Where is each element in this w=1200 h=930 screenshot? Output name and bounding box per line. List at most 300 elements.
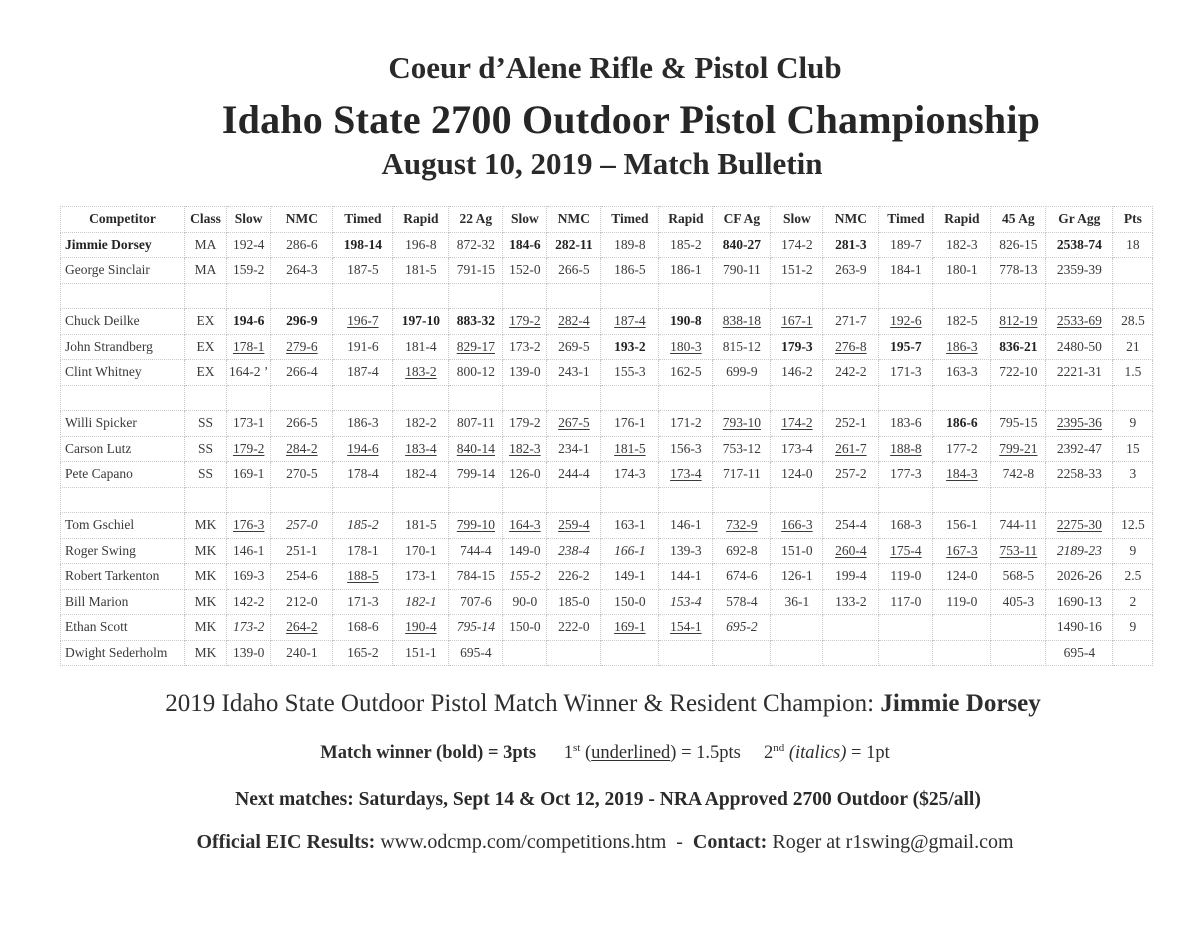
column-header: Slow xyxy=(227,207,271,233)
empty-cell xyxy=(547,385,601,411)
score-cell xyxy=(933,564,991,590)
score-cell xyxy=(771,589,823,615)
empty-cell xyxy=(1046,283,1113,309)
cell-value: 259-4 xyxy=(558,517,590,533)
score-cell xyxy=(547,334,601,360)
cell-value: 164-3 xyxy=(509,517,541,533)
empty-cell xyxy=(991,487,1046,513)
score-cell xyxy=(991,232,1046,258)
score-cell xyxy=(333,615,393,641)
cell-value: 2480-50 xyxy=(1056,338,1102,354)
cell-value: MA xyxy=(194,236,217,252)
cell-value: 238-4 xyxy=(558,542,590,558)
score-cell xyxy=(1046,513,1113,539)
cell-value: 254-4 xyxy=(835,517,867,533)
cell-value: 162-5 xyxy=(670,364,702,380)
cell-value: 732-9 xyxy=(726,517,758,533)
cell-value: 176-1 xyxy=(614,415,646,431)
score-cell xyxy=(333,309,393,335)
cell-value: 179-3 xyxy=(781,338,813,354)
empty-cell xyxy=(449,385,503,411)
score-cell xyxy=(393,640,449,666)
score-cell xyxy=(601,462,659,488)
cell-value: 186-3 xyxy=(347,415,379,431)
score-cell xyxy=(823,232,879,258)
cell-value: 178-1 xyxy=(347,542,379,558)
cell-value: 188-5 xyxy=(347,568,379,584)
score-cell xyxy=(823,411,879,437)
empty-cell xyxy=(1113,487,1153,513)
legend-paren: ( xyxy=(585,743,592,764)
table-row xyxy=(61,258,1153,284)
score-cell xyxy=(1113,232,1153,258)
score-cell xyxy=(659,436,713,462)
column-header: Pts xyxy=(1113,207,1153,233)
empty-cell xyxy=(227,487,271,513)
empty-cell xyxy=(547,283,601,309)
cell-value: 182-5 xyxy=(946,313,978,329)
club-name: Coeur d’Alene Rifle & Pistol Club xyxy=(388,50,842,85)
cell-value: 184-1 xyxy=(890,262,922,278)
cell-value: 154-1 xyxy=(670,619,702,635)
score-cell xyxy=(823,334,879,360)
score-cell xyxy=(393,232,449,258)
score-cell xyxy=(333,462,393,488)
score-cell xyxy=(393,436,449,462)
score-cell xyxy=(393,589,449,615)
score-cell xyxy=(823,436,879,462)
empty-cell xyxy=(393,487,449,513)
cell-value: 184-3 xyxy=(946,466,978,482)
score-cell xyxy=(227,436,271,462)
cell-value: 142-2 xyxy=(232,593,265,609)
empty-cell xyxy=(393,385,449,411)
cell-value: MK xyxy=(194,593,217,609)
score-cell xyxy=(933,436,991,462)
cell-value: 124-0 xyxy=(781,466,813,482)
score-cell xyxy=(393,513,449,539)
cell-value: 800-12 xyxy=(456,364,495,380)
column-header: Timed xyxy=(333,207,393,233)
cell-value: 163-3 xyxy=(946,364,978,380)
cell-value: 883-32 xyxy=(456,313,495,329)
cell-value: 799-14 xyxy=(456,466,495,482)
cell-value: 807-11 xyxy=(457,415,495,431)
cell-value: 234-1 xyxy=(558,440,590,456)
cell-value: 2189-23 xyxy=(1056,542,1102,558)
cell-value: 829-17 xyxy=(456,338,495,354)
score-cell xyxy=(771,564,823,590)
score-cell xyxy=(659,411,713,437)
class-cell xyxy=(185,462,227,488)
score-cell xyxy=(933,538,991,564)
competitor-name xyxy=(61,640,185,666)
score-cell xyxy=(333,411,393,437)
empty-cell xyxy=(771,283,823,309)
score-cell xyxy=(271,258,333,284)
competitor-name xyxy=(61,258,185,284)
column-header: Competitor xyxy=(61,207,185,233)
score-cell xyxy=(547,232,601,258)
column-header: NMC xyxy=(547,207,601,233)
score-cell xyxy=(227,258,271,284)
score-cell xyxy=(933,589,991,615)
cell-value: EX xyxy=(196,313,215,329)
score-cell xyxy=(1113,615,1153,641)
cell-value: 226-2 xyxy=(558,568,590,584)
score-cell xyxy=(771,462,823,488)
competitor-name xyxy=(61,436,185,462)
empty-cell xyxy=(547,487,601,513)
score-cell xyxy=(393,334,449,360)
table-row xyxy=(61,564,1153,590)
empty-cell xyxy=(61,487,185,513)
score-cell xyxy=(713,640,771,666)
empty-cell xyxy=(503,283,547,309)
score-cell xyxy=(1113,513,1153,539)
cell-value: 2026-26 xyxy=(1056,568,1102,584)
cell-value: 707-6 xyxy=(460,593,492,609)
class-cell xyxy=(185,538,227,564)
score-cell xyxy=(333,436,393,462)
cell-value: 187-5 xyxy=(347,262,379,278)
cell-value: 126-0 xyxy=(509,466,541,482)
cell-value: 152-0 xyxy=(509,262,541,278)
class-cell xyxy=(185,564,227,590)
empty-cell xyxy=(933,385,991,411)
cell-value: 156-3 xyxy=(670,440,702,456)
class-divider-row xyxy=(61,487,1153,513)
cell-value: 169-3 xyxy=(232,568,265,584)
score-cell xyxy=(271,334,333,360)
score-cell xyxy=(823,615,879,641)
table-row xyxy=(61,309,1153,335)
column-header: NMC xyxy=(271,207,333,233)
score-cell xyxy=(771,309,823,335)
cell-value: 9 xyxy=(1129,542,1137,558)
cell-value: 192-6 xyxy=(890,313,922,329)
score-cell xyxy=(771,513,823,539)
empty-cell xyxy=(823,283,879,309)
score-cell xyxy=(1046,232,1113,258)
cell-value: 692-8 xyxy=(726,542,758,558)
empty-cell xyxy=(601,283,659,309)
score-cell xyxy=(991,589,1046,615)
empty-cell xyxy=(1113,385,1153,411)
cell-value: 191-6 xyxy=(347,338,379,354)
legend-winner: Match winner (bold) = 3pts xyxy=(320,743,537,764)
score-cell xyxy=(271,538,333,564)
score-cell xyxy=(393,564,449,590)
cell-value: 2.5 xyxy=(1124,568,1142,584)
cell-value: 198-14 xyxy=(343,236,382,252)
cell-value: 254-6 xyxy=(286,568,318,584)
score-cell xyxy=(449,640,503,666)
score-cell xyxy=(333,538,393,564)
score-cell xyxy=(1046,411,1113,437)
cell-value: 284-2 xyxy=(286,440,318,456)
score-cell xyxy=(823,640,879,666)
cell-value: 181-5 xyxy=(405,517,437,533)
champion-name: Jimmie Dorsey xyxy=(880,690,1041,717)
score-cell xyxy=(601,232,659,258)
cell-value: 753-12 xyxy=(722,440,761,456)
cell-value: 190-8 xyxy=(670,313,702,329)
score-cell xyxy=(601,615,659,641)
cell-value: 257-0 xyxy=(286,517,318,533)
score-cell xyxy=(823,309,879,335)
score-cell xyxy=(659,258,713,284)
cell-value: 181-4 xyxy=(405,338,437,354)
official-label: Official EIC Results: xyxy=(196,831,376,853)
score-cell xyxy=(503,232,547,258)
cell-value: EX xyxy=(196,338,215,354)
score-cell xyxy=(1046,462,1113,488)
competitor-name xyxy=(61,538,185,564)
score-cell xyxy=(659,309,713,335)
cell-value: 251-1 xyxy=(286,542,318,558)
empty-cell xyxy=(393,283,449,309)
cell-value: 799-10 xyxy=(456,517,495,533)
scoring-legend xyxy=(0,742,1200,764)
cell-value: Ethan Scott xyxy=(65,619,128,635)
cell-value: 193-2 xyxy=(614,338,646,354)
cell-value: 186-5 xyxy=(614,262,646,278)
cell-value: 826-15 xyxy=(999,236,1038,252)
score-cell xyxy=(503,258,547,284)
score-cell xyxy=(503,334,547,360)
cell-value: 795-14 xyxy=(456,619,495,635)
cell-value: 180-3 xyxy=(670,338,702,354)
score-cell xyxy=(449,462,503,488)
cell-value: 196-8 xyxy=(405,236,437,252)
score-cell xyxy=(933,309,991,335)
cell-value: MK xyxy=(194,644,217,660)
empty-cell xyxy=(991,283,1046,309)
empty-cell xyxy=(1046,385,1113,411)
empty-cell xyxy=(659,385,713,411)
empty-cell xyxy=(449,487,503,513)
cell-value: 257-2 xyxy=(835,466,867,482)
score-cell xyxy=(713,258,771,284)
score-cell xyxy=(879,462,933,488)
score-cell xyxy=(271,564,333,590)
cell-value: 840-27 xyxy=(722,236,761,252)
cell-value: 167-3 xyxy=(946,542,978,558)
score-cell xyxy=(227,334,271,360)
score-cell xyxy=(601,538,659,564)
page-subtitle: August 10, 2019 – Match Bulletin xyxy=(381,146,823,181)
cell-value: 266-5 xyxy=(558,262,590,278)
cell-value: 159-2 xyxy=(232,262,265,278)
cell-value: 181-5 xyxy=(405,262,437,278)
score-cell xyxy=(713,411,771,437)
cell-value: 269-5 xyxy=(558,338,590,354)
official-url[interactable]: www.odcmp.com/competitions.htm xyxy=(380,831,667,853)
score-cell xyxy=(713,436,771,462)
score-cell xyxy=(933,360,991,386)
cell-value: 2258-33 xyxy=(1056,466,1102,482)
score-cell xyxy=(271,513,333,539)
score-cell xyxy=(933,462,991,488)
score-cell xyxy=(933,513,991,539)
cell-value: 155-3 xyxy=(614,364,646,380)
score-cell xyxy=(823,538,879,564)
score-cell xyxy=(393,360,449,386)
score-cell xyxy=(601,334,659,360)
cell-value: 790-11 xyxy=(723,262,761,278)
empty-cell xyxy=(185,487,227,513)
score-cell xyxy=(1046,589,1113,615)
score-cell xyxy=(713,334,771,360)
legend-second-value: = 1pt xyxy=(846,743,890,764)
score-cell xyxy=(1046,309,1113,335)
score-cell xyxy=(1046,538,1113,564)
score-cell xyxy=(879,640,933,666)
cell-value: Clint Whitney xyxy=(65,364,142,380)
score-cell xyxy=(227,640,271,666)
cell-value: 180-1 xyxy=(946,262,978,278)
score-cell xyxy=(271,589,333,615)
score-cell xyxy=(879,309,933,335)
cell-value: 270-5 xyxy=(286,466,318,482)
empty-cell xyxy=(333,385,393,411)
score-cell xyxy=(271,436,333,462)
empty-cell xyxy=(823,385,879,411)
cell-value: 182-2 xyxy=(405,415,437,431)
table-row xyxy=(61,334,1153,360)
cell-value: 264-2 xyxy=(286,619,318,635)
table-row xyxy=(61,436,1153,462)
score-cell xyxy=(933,258,991,284)
cell-value: 186-6 xyxy=(946,415,978,431)
cell-value: 176-3 xyxy=(232,517,265,533)
empty-cell xyxy=(601,385,659,411)
score-cell xyxy=(933,615,991,641)
score-cell xyxy=(771,360,823,386)
score-cell xyxy=(449,360,503,386)
cell-value: Robert Tarkenton xyxy=(65,568,160,584)
score-cell xyxy=(333,564,393,590)
score-cell xyxy=(227,360,271,386)
score-cell xyxy=(449,232,503,258)
score-cell xyxy=(503,462,547,488)
empty-cell xyxy=(227,283,271,309)
class-cell xyxy=(185,258,227,284)
next-matches: Next matches: Saturdays, Sept 14 & Oct 12, 2019 - NRA Approved 2700 Outdoor ($25/all) xyxy=(235,789,981,810)
column-header: Slow xyxy=(771,207,823,233)
score-cell xyxy=(713,615,771,641)
cell-value: 21 xyxy=(1126,338,1140,354)
cell-value: 36-1 xyxy=(784,593,810,609)
score-cell xyxy=(449,411,503,437)
cell-value: 166-3 xyxy=(781,517,813,533)
column-header: Rapid xyxy=(933,207,991,233)
score-cell xyxy=(449,615,503,641)
cell-value: 178-1 xyxy=(232,338,265,354)
score-cell xyxy=(879,334,933,360)
score-cell xyxy=(601,640,659,666)
cell-value: 1.5 xyxy=(1124,364,1142,380)
table-row xyxy=(61,513,1153,539)
column-header: Timed xyxy=(879,207,933,233)
score-cell xyxy=(547,513,601,539)
cell-value: 28.5 xyxy=(1121,313,1145,329)
cell-value: 279-6 xyxy=(286,338,318,354)
column-header: 22 Ag xyxy=(449,207,503,233)
cell-value: 90-0 xyxy=(512,593,538,609)
score-cell xyxy=(601,513,659,539)
cell-value: 568-5 xyxy=(1002,568,1035,584)
cell-value: 146-1 xyxy=(232,542,265,558)
cell-value: Carson Lutz xyxy=(65,440,132,456)
cell-value: 178-4 xyxy=(347,466,379,482)
cell-value: 149-0 xyxy=(509,542,541,558)
empty-cell xyxy=(713,283,771,309)
empty-cell xyxy=(271,385,333,411)
score-cell xyxy=(393,258,449,284)
score-cell xyxy=(1113,538,1153,564)
cell-value: Dwight Sederholm xyxy=(65,644,168,660)
cell-value: 167-1 xyxy=(781,313,813,329)
score-cell xyxy=(271,462,333,488)
empty-cell xyxy=(271,283,333,309)
score-cell xyxy=(713,564,771,590)
cell-value: 190-4 xyxy=(405,619,437,635)
score-cell xyxy=(601,436,659,462)
cell-value: 791-15 xyxy=(456,262,495,278)
score-cell xyxy=(713,309,771,335)
score-cell xyxy=(879,564,933,590)
cell-value: 182-1 xyxy=(405,593,437,609)
empty-cell xyxy=(713,385,771,411)
score-cell xyxy=(449,564,503,590)
contact-text[interactable]: Roger at r1swing@gmail.com xyxy=(772,831,1014,853)
score-cell xyxy=(879,513,933,539)
class-cell xyxy=(185,334,227,360)
champion-line xyxy=(0,690,1200,718)
score-cell xyxy=(547,640,601,666)
cell-value: 182-3 xyxy=(509,440,541,456)
legend-second-num: 2 xyxy=(763,743,774,764)
score-cell xyxy=(1046,436,1113,462)
cell-value: 795-15 xyxy=(999,415,1038,431)
score-cell xyxy=(879,258,933,284)
cell-value: 168-6 xyxy=(347,619,379,635)
score-cell xyxy=(393,309,449,335)
score-cell xyxy=(1113,564,1153,590)
empty-cell xyxy=(933,283,991,309)
score-cell xyxy=(547,589,601,615)
score-cell xyxy=(823,589,879,615)
score-cell xyxy=(227,513,271,539)
empty-cell xyxy=(333,283,393,309)
score-cell xyxy=(503,538,547,564)
cell-value: 244-4 xyxy=(558,466,590,482)
score-cell xyxy=(823,513,879,539)
table-row xyxy=(61,462,1153,488)
cell-value: 174-3 xyxy=(614,466,646,482)
score-cell xyxy=(1046,564,1113,590)
cell-value: 286-6 xyxy=(286,236,318,252)
score-cell xyxy=(503,436,547,462)
cell-value: 151-0 xyxy=(781,542,813,558)
cell-value: 3 xyxy=(1129,466,1137,482)
score-cell xyxy=(393,538,449,564)
empty-cell xyxy=(503,487,547,513)
score-cell xyxy=(333,258,393,284)
separator: - xyxy=(666,831,693,853)
